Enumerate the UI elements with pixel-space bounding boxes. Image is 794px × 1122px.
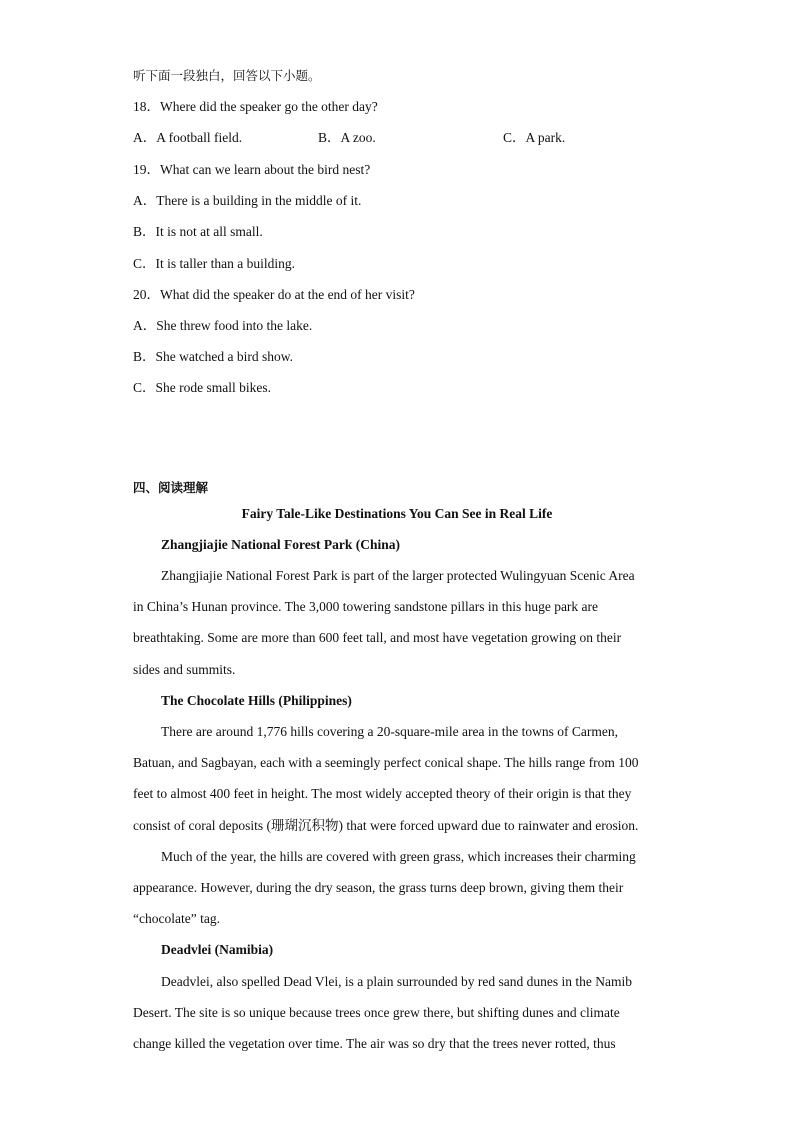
question-19-stem: 19．What can we learn about the bird nest? xyxy=(133,162,371,177)
paragraph-line: change killed the vegetation over time. The air was so dry that the trees never rotted, thus xyxy=(133,1036,616,1051)
paragraph-line: “chocolate” tag. xyxy=(133,911,220,926)
paragraph-line: consist of coral deposits (珊瑚沉积物) that were forced upward due to rainwater and erosion. xyxy=(133,818,639,833)
paragraph-line: Batuan, and Sagbayan, each with a seemingly perfect conical shape. The hills range from 100 xyxy=(133,755,639,770)
section-heading-zhangjiajie: Zhangjiajie National Forest Park (China) xyxy=(161,537,400,552)
paragraph-line: Much of the year, the hills are covered with green grass, which increases their charming xyxy=(161,849,636,864)
question-18-option-b: B．A zoo. xyxy=(318,130,376,145)
listening-instruction: 听下面一段独白，回答以下小题。 xyxy=(133,68,321,83)
paragraph-line: Deadvlei, also spelled Dead Vlei, is a plain surrounded by red sand dunes in the Namib xyxy=(161,974,633,989)
article-title: Fairy Tale-Like Destinations You Can See in Real Life xyxy=(241,506,553,521)
paragraph-line: Desert. The site is so unique because trees once grew there, but shifting dunes and climate xyxy=(133,1005,620,1020)
question-18-option-c: C．A park. xyxy=(503,130,566,145)
question-19-option-c: C．It is taller than a building. xyxy=(133,256,295,271)
question-18-option-a: A．A football field. xyxy=(133,130,243,145)
section-heading-deadvlei: Deadvlei (Namibia) xyxy=(161,942,274,957)
question-20-stem: 20．What did the speaker do at the end of her visit? xyxy=(133,287,415,302)
question-20-option-c: C．She rode small bikes. xyxy=(133,380,271,395)
paragraph-line: There are around 1,776 hills covering a 20-square-mile area in the towns of Carmen, xyxy=(161,724,618,739)
section-heading-chocolate-hills: The Chocolate Hills (Philippines) xyxy=(161,693,352,708)
paragraph-line: feet to almost 400 feet in height. The most widely accepted theory of their origin is that they xyxy=(133,786,632,801)
question-20-option-a: A．She threw food into the lake. xyxy=(133,318,313,333)
reading-section-heading: 四、阅读理解 xyxy=(133,480,209,495)
paragraph-line: Zhangjiajie National Forest Park is part of the larger protected Wulingyuan Scenic Area xyxy=(161,568,635,583)
question-20-option-b: B．She watched a bird show. xyxy=(133,349,293,364)
question-19-option-b: B．It is not at all small. xyxy=(133,224,263,239)
paragraph-line: sides and summits. xyxy=(133,662,236,677)
question-19-option-a: A．There is a building in the middle of it. xyxy=(133,193,362,208)
question-18-stem: 18．Where did the speaker go the other day? xyxy=(133,99,378,114)
paragraph-line: in China’s Hunan province. The 3,000 towering sandstone pillars in this huge park are xyxy=(133,599,599,614)
question-18-options xyxy=(133,130,733,146)
paragraph-line: breathtaking. Some are more than 600 feet tall, and most have vegetation growing on their xyxy=(133,630,622,645)
paragraph-line: appearance. However, during the dry season, the grass turns deep brown, giving them their xyxy=(133,880,624,895)
